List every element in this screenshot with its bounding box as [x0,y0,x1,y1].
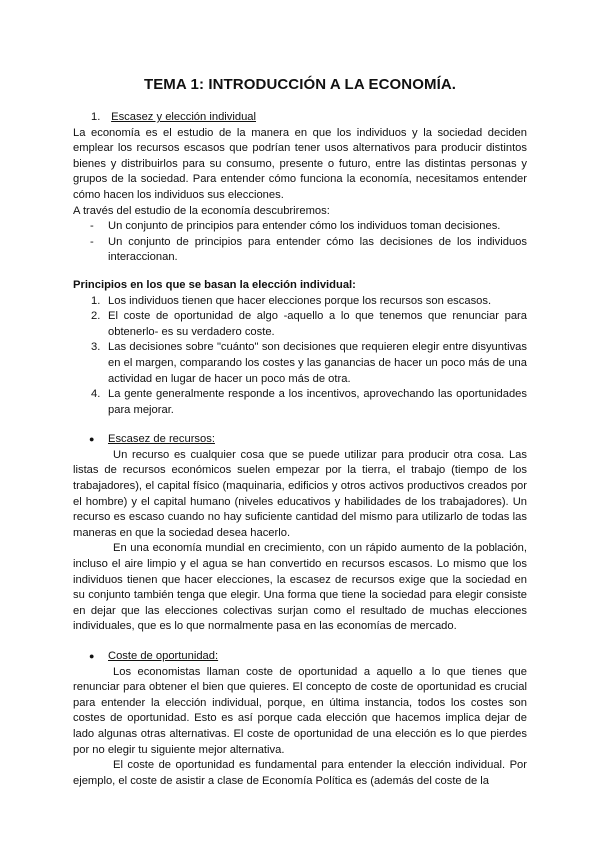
section-heading-text: Escasez y elección individual [111,111,257,123]
list-item: 4. La gente generalmente responde a los incentivos, aprovechando las oportunidades para mejorar. [91,388,527,416]
bullet-icon: ● [89,434,95,445]
subsection-heading [73,432,527,448]
subsection-heading-text: Coste de oportunidad: [108,650,219,662]
subsection-heading-text: Escasez de recursos: [108,433,215,446]
section-number: 1. [91,111,101,123]
paragraph-intro: A través del estudio de la economía descubriremos: [73,204,330,217]
subsection-heading [73,649,527,665]
list-item: - Un conjunto de principios para entender cómo los individuos toman decisiones. [90,220,501,233]
paragraph: Los economistas llaman coste de oportunidad a aquello a lo que tienes que renunciar para obtener el bien que quieres. El concepto de coste de oportunidad es crucial para entender la elección individual, porque, en última instancia, todos los costes son costes de oportunidad. Esto es así porque cada elección que hacemos implica dejar de lado algunas otras alternativas. El coste de oportunidad de una elección es lo que pierdes por no elegir tu siguiente mejor alternativa. [73,665,527,756]
dash-list [73,219,527,266]
principles-list [73,294,527,419]
list-item: 3. Las decisiones sobre "cuánto" son decisiones que requieren elegir entre disyuntivas en el margen, comparando los costes y las ganancias de hacer un poco más de una actividad en lugar de hacer un poco más de otra. [91,341,527,385]
paragraph: El coste de oportunidad es fundamental para entender la elección individual. Por ejemplo, el coste de asistir a clase de Economía Política es (además del coste de la [73,759,527,787]
page-title: TEMA 1: INTRODUCCIÓN A LA ECONOMÍA. [143,76,457,93]
principles-heading: Principios en los que se basan la elección individual: [73,278,356,291]
section-heading [91,110,527,126]
bullet-icon: ● [89,651,95,661]
list-item: 1. Los individuos tienen que hacer elecciones porque los recursos son escasos. [91,294,492,307]
list-item: - Un conjunto de principios para entender cómo las decisiones de los individuos interaccionan. [90,235,527,264]
paragraph: La economía es el estudio de la manera en que los individuos y la sociedad deciden emplear los recursos escasos que podrían tener usos alternativos para producir distintos bienes y distribuirlos para su consumo, presente o futuro, entre las distintas personas y grupos de la sociedad. Para entender cómo funciona la economía, necesitamos entender cómo hacen los individuos sus elecciones. [73,126,527,201]
list-item: 2. El coste de oportunidad de algo -aquello a lo que tenemos que renunciar para obtenerlo- es su verdadero coste. [91,310,527,338]
paragraph: Un recurso es cualquier cosa que se puede utilizar para producir otra cosa. Las listas de recursos económicos suelen empezar por la tierra, el trabajo (tiempo de los trabajadores), el capital físico (maquinaria, edificios y otros activos productivos creados por el hombre) y el capital humano (niveles educativos y habilidades de los trabajadores). Un recurso es escaso cuando no hay suficiente cantidad del mismo para utilizarlo de todas las maneras en que la sociedad desea hacerlo. [73,448,527,539]
paragraph: En una economía mundial en crecimiento, con un rápido aumento de la población, incluso el aire limpio y el agua se han convertido en recursos escasos. Lo mismo que los individuos tienen que hacer elecciones, la escasez de recursos exige que la sociedad en su conjunto también tenga que elegir. Una forma que tiene la sociedad para elegir consiste en dejar que las elecciones colectivas surjan como el resultado de muchas elecciones individuales, que es lo que normalmente pasa en las economías de mercado. [73,542,527,633]
